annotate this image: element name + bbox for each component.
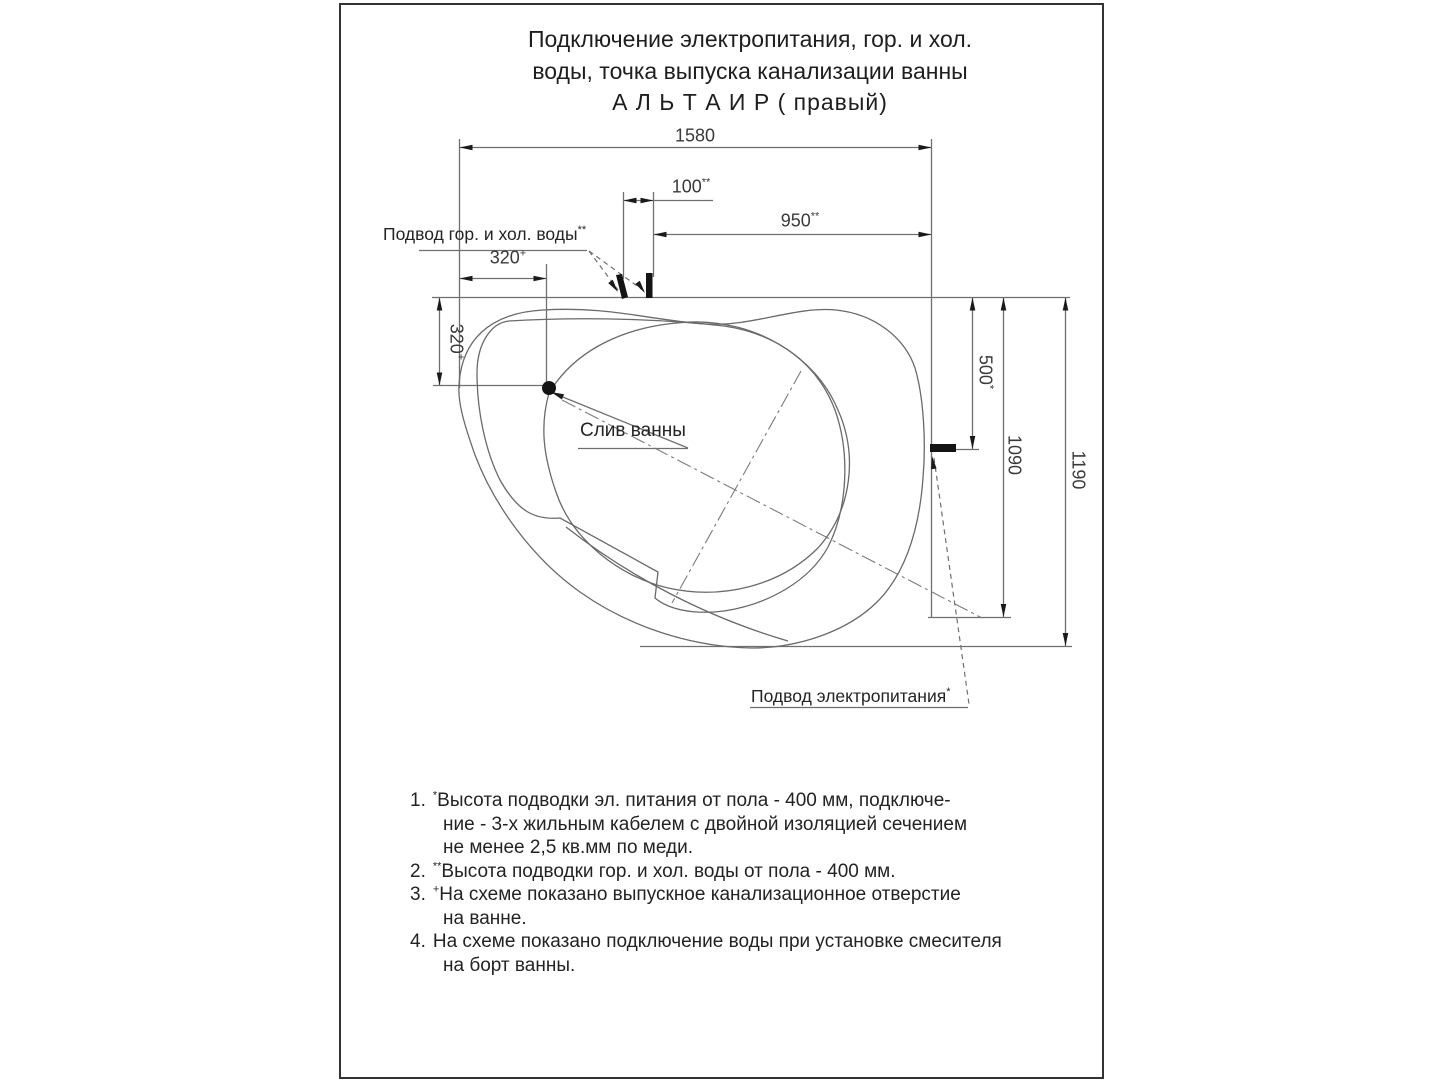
arrow-1190-bottom [1063, 633, 1069, 646]
drain-outlet-marker [542, 381, 556, 395]
dim-total-width-label: 1580 [674, 125, 716, 146]
note-1-line-3: не менее 2,5 кв.мм по меди. [443, 837, 693, 858]
arrow-100-left [624, 198, 637, 204]
title-line-1: Подключение электропитания, гор. и хол. [527, 26, 973, 52]
dim-drain-horizontal-label: 320+ [489, 247, 527, 268]
note-3-line-1: 3. +На схеме показано выпускное канализационное отверстие [410, 883, 961, 905]
arrow-1580-left [460, 145, 473, 151]
arrow-500-top [970, 298, 976, 311]
arrow-320h-left [460, 276, 473, 282]
note-1-line-1: 1. *Высота подводки эл. питания от пола - 400 мм, подключе- [410, 789, 951, 811]
arrow-water-right-leader [635, 281, 645, 293]
dimension-and-extension-lines [432, 139, 1072, 647]
arrow-950-left [654, 232, 667, 238]
dim-power-height-label: 500* [975, 354, 996, 390]
arrow-1090-top [1001, 298, 1007, 311]
water-right-leader [589, 251, 644, 291]
note-2-line-1: 2. **Высота подводки гор. и хол. воды от пола - 400 мм. [410, 860, 896, 882]
arrow-100-right [641, 198, 654, 204]
dim-depth-total-label: 1190 [1068, 450, 1089, 490]
water-supply-label: Подвод гор. и хол. воды** [383, 224, 587, 244]
arrow-water-left-leader [608, 280, 618, 292]
power-leader [934, 458, 969, 704]
dim-drain-vertical-label: 320+ [446, 323, 467, 361]
arrow-power-leader [931, 456, 937, 469]
arrow-1580-right [919, 145, 932, 151]
arrow-320h-right [534, 276, 547, 282]
outer-rim-contour [459, 309, 924, 648]
water-inlet-marker-right [646, 273, 653, 298]
dimension-arrows [437, 145, 1069, 646]
bathtub-contours [459, 309, 924, 648]
title-line-2: воды, точка выпуска канализации ванны [532, 57, 968, 84]
dim-depth-inner-label: 1090 [1004, 434, 1025, 476]
drain-label: Слив ванны [580, 420, 686, 441]
note-1-line-2: ние - 3-х жильным кабелем с двойной изоляцией сечением [443, 813, 968, 835]
note-4-line-1: 4. На схеме показано подключение воды при установке смесителя [410, 931, 1002, 952]
arrow-1090-bottom [1001, 604, 1007, 617]
dim-water-offset-label: 100** [671, 176, 711, 197]
arrow-1190-top [1063, 298, 1069, 311]
arrow-320v-top [437, 298, 443, 311]
arrow-500-bottom [970, 436, 976, 449]
dim-water-right-label: 950** [780, 210, 820, 231]
power-supply-label: Подвод электропитания* [751, 686, 951, 706]
bowl-contour [544, 322, 850, 592]
note-3-line-2: на ванне. [443, 907, 527, 929]
title-line-3: А Л Ь Т А И Р ( правый) [612, 89, 888, 115]
power-connection-marker [930, 444, 956, 452]
arrow-950-right [919, 232, 932, 238]
center-axis-lines [562, 371, 982, 618]
bowl-minor-axis [672, 371, 801, 603]
dashed-leader-lines [589, 251, 969, 704]
installation-notes [410, 789, 1002, 977]
arrow-320v-bottom [437, 373, 443, 386]
inner-rim-contour [477, 319, 845, 613]
note-4-line-2: на борт ванны. [443, 954, 576, 976]
apron-line [566, 527, 788, 641]
